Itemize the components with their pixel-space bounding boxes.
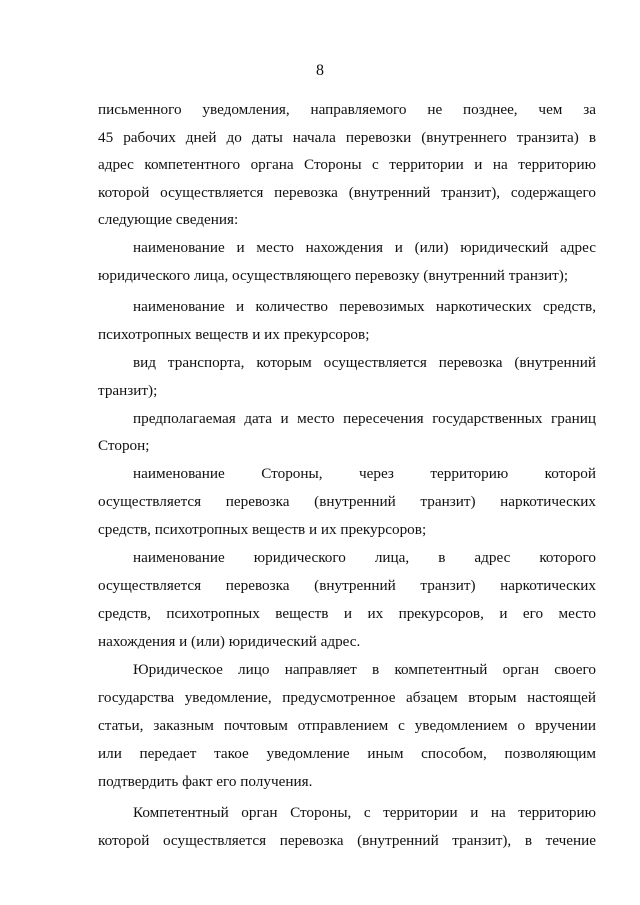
text-line: подтвердить факт его получения. <box>98 773 313 790</box>
text-line: или передает такое уведомление иным способом, позволяющим <box>98 745 596 762</box>
text-line: осуществляется перевозка (внутренний транзит) наркотических <box>98 577 596 594</box>
text-line: нахождения и (или) юридический адрес. <box>98 633 361 650</box>
text-line: наименование и количество перевозимых наркотических средств, <box>133 298 596 315</box>
text-line: которой осуществляется перевозка (внутренний транзит), содержащего <box>98 184 596 201</box>
text-line: предполагаемая дата и место пересечения государственных границ <box>133 410 596 427</box>
text-line: психотропных веществ и их прекурсоров; <box>98 326 370 343</box>
text-line: юридического лица, осуществляющего перевозку (внутренний транзит); <box>98 267 569 284</box>
text-line: Сторон; <box>98 437 150 454</box>
text-line: средств, психотропных веществ и их прекурсоров; <box>98 521 427 538</box>
text-line: письменного уведомления, направляемого не позднее, чем за <box>98 101 596 118</box>
text-line: следующие сведения: <box>98 211 239 228</box>
text-line: наименование юридического лица, в адрес которого <box>133 549 596 566</box>
text-line: Юридическое лицо направляет в компетентный орган своего <box>133 661 596 678</box>
text-line: 45 рабочих дней до даты начала перевозки (внутреннего транзита) в <box>98 129 596 146</box>
text-line: которой осуществляется перевозка (внутренний транзит), в течение <box>98 832 596 849</box>
text-line: наименование и место нахождения и (или) юридический адрес <box>133 239 596 256</box>
text-line: статьи, заказным почтовым отправлением с уведомлением о вручении <box>98 717 596 734</box>
page-number: 8 <box>316 62 324 79</box>
text-line: наименование Стороны, через территорию которой <box>133 465 596 482</box>
text-line: средств, психотропных веществ и их прекурсоров, и его место <box>98 605 596 622</box>
text-line: вид транспорта, которым осуществляется перевозка (внутренний <box>133 354 596 371</box>
text-line: Компетентный орган Стороны, с территории и на территорию <box>133 804 596 821</box>
text-line: осуществляется перевозка (внутренний транзит) наркотических <box>98 493 596 510</box>
text-line: транзит); <box>98 382 158 399</box>
text-line: государства уведомление, предусмотренное абзацем вторым настоящей <box>98 689 596 706</box>
text-line: адрес компетентного органа Стороны с территории и на территорию <box>98 156 596 173</box>
